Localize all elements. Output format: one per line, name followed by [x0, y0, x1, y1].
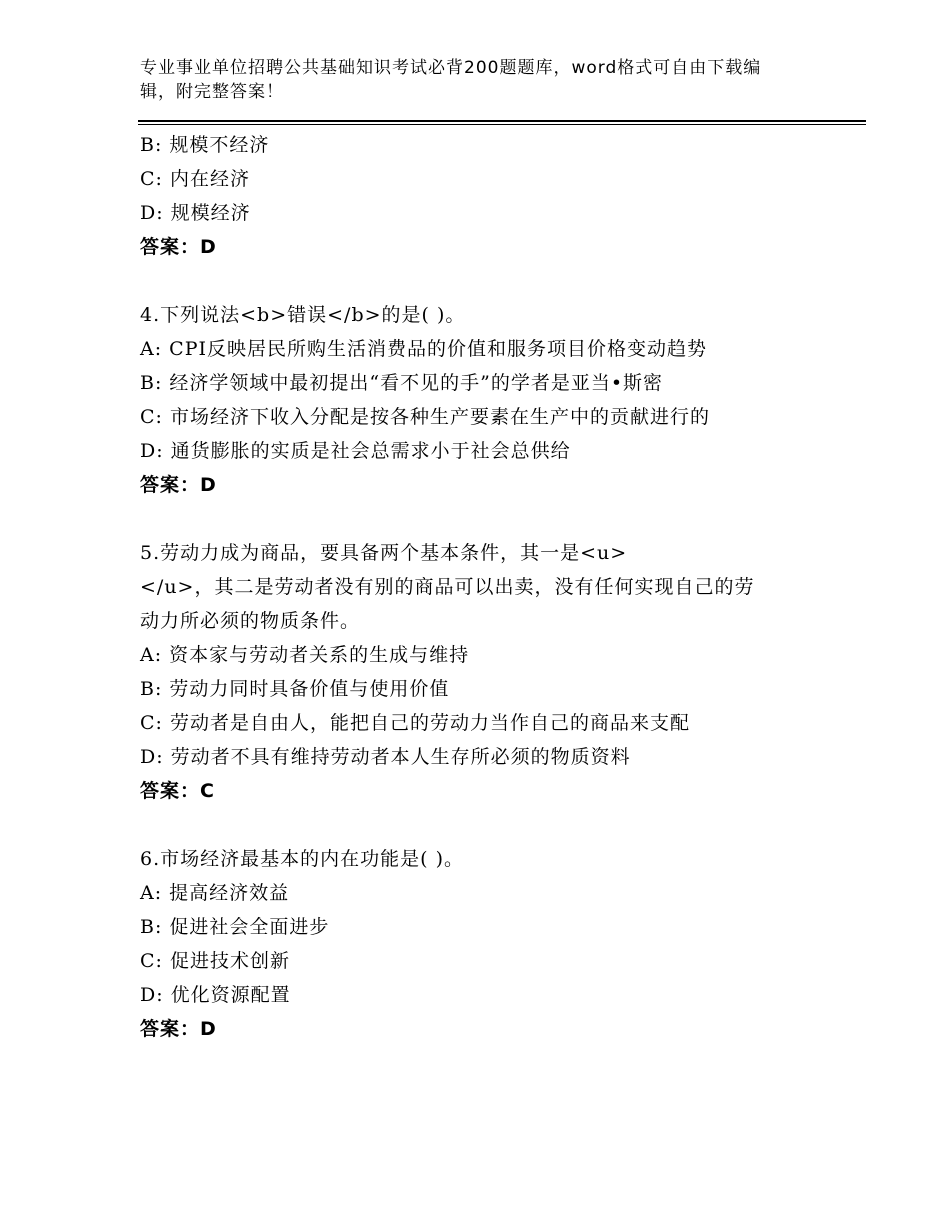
question-5-stem-line-2: </u>，其二是劳动者没有别的商品可以出卖，没有任何实现自己的劳: [140, 576, 755, 598]
spacer: [140, 808, 840, 842]
question-5-option-a: A: 资本家与劳动者关系的生成与维持: [140, 644, 470, 666]
question-6: [140, 842, 840, 1046]
header-line-1: 专业事业单位招聘公共基础知识考试必背200题题库，word格式可自由下载编: [140, 58, 762, 78]
question-5-option-b: B: 劳动力同时具备价值与使用价值: [140, 678, 450, 700]
question-5-option-c: C: 劳动者是自由人，能把自己的劳动力当作自己的商品来支配: [140, 712, 690, 734]
header-line-2: 辑，附完整答案！: [140, 82, 284, 102]
question-6-option-b: B: 促进社会全面进步: [140, 916, 330, 938]
question-6-option-a: A: 提高经济效益: [140, 882, 290, 904]
question-4-option-d: D: 通货膨胀的实质是社会总需求小于社会总供给: [140, 440, 571, 462]
question-4-option-b: B: 经济学领域中最初提出“看不见的手”的学者是亚当•斯密: [140, 372, 664, 394]
question-3-tail: [140, 128, 840, 264]
question-4-option-c: C: 市场经济下收入分配是按各种生产要素在生产中的贡献进行的: [140, 406, 710, 428]
question-4-answer: 答案：D: [140, 474, 217, 496]
question-3-answer: 答案：D: [140, 236, 217, 258]
question-3-option-d: D: 规模经济: [140, 202, 251, 224]
header-divider-thick: [138, 120, 866, 122]
question-5-stem-line-1: 5.劳动力成为商品，要具备两个基本条件，其一是<u>: [140, 542, 628, 564]
header-divider-thin: [138, 124, 866, 125]
question-4: [140, 298, 840, 502]
question-3-option-b: B: 规模不经济: [140, 134, 270, 156]
question-6-answer: 答案：D: [140, 1018, 217, 1040]
question-6-option-d: D: 优化资源配置: [140, 984, 291, 1006]
document-header: [140, 56, 790, 104]
question-6-option-c: C: 促进技术创新: [140, 950, 290, 972]
question-6-stem: 6.市场经济最基本的内在功能是( )。: [140, 848, 464, 870]
spacer: [140, 502, 840, 536]
question-5-answer: 答案：C: [140, 780, 215, 802]
question-5-option-d: D: 劳动者不具有维持劳动者本人生存所必须的物质资料: [140, 746, 631, 768]
question-5-stem-line-3: 动力所必须的物质条件。: [140, 610, 361, 632]
question-4-stem: 4.下列说法<b>错误</b>的是( )。: [140, 304, 466, 326]
question-4-option-a: A: CPI反映居民所购生活消费品的价值和服务项目价格变动趋势: [140, 338, 707, 360]
question-5: [140, 536, 840, 808]
question-content: [140, 128, 840, 1046]
spacer: [140, 264, 840, 298]
question-3-option-c: C: 内在经济: [140, 168, 250, 190]
